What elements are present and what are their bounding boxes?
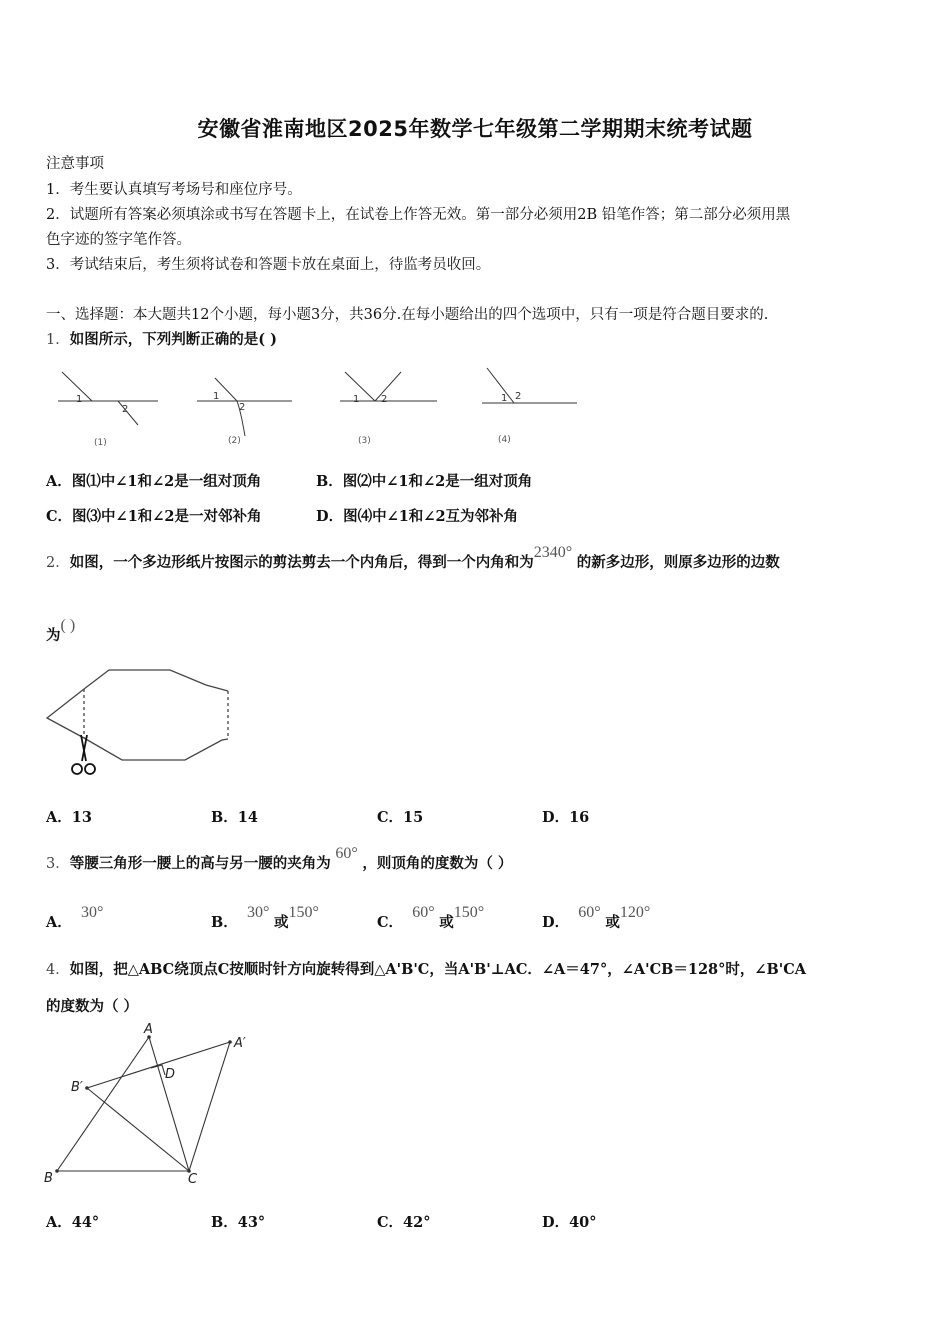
point-label: A [144,1022,153,1037]
notice-item: 3．考试结束后，考生须将试卷和答题卡放在桌面上，待监考员收回。 [46,257,491,273]
notice-item: 色字迹的签字笔作答。 [46,232,191,248]
math-value: 30° [246,904,270,921]
angle-label: 1 [213,391,220,402]
option: A．44° [46,1214,100,1231]
angle-label: 2 [515,391,522,402]
scissors-icon [72,735,95,774]
notice-heading: 注意事项 [46,156,104,172]
notice-item: 2．试题所有答案必须填涂或书写在答题卡上，在试卷上作答无效。第一部分必须用2B 铅笔作答；第二部分必须用黑 [46,207,791,223]
question-number: 2． [46,555,70,571]
angle-label: 2 [381,394,388,405]
math-value: 30° [80,904,104,921]
answer-paren: ( ) [60,617,76,634]
option: C．42° [377,1214,431,1231]
option-label: D． [542,914,570,931]
question-4-cont: 的度数为（ ） [46,998,139,1015]
option [542,904,651,932]
question-text: 如图，一个多边形纸片按图示的剪法剪去一个内角后，得到一个内角和为 [69,554,534,571]
math-value: 2340° [533,544,573,561]
page-title: 安徽省淮南地区2025年数学七年级第二学期期末统考试题 [197,117,753,141]
option: A．图⑴中∠1和∠2是一组对顶角 [46,473,262,490]
question-text: 为 [46,627,61,644]
notice-item: 1．考生要认真填写考场号和座位序号。 [46,182,302,198]
option-or: 或 [274,914,289,931]
q2-polygon-figure [40,665,240,780]
q1-figures [50,360,590,455]
option [377,904,485,932]
figure-label: (2) [228,436,241,446]
option-or: 或 [439,914,454,931]
option: A．13 [46,809,92,826]
q4-triangle-figure [40,1015,270,1190]
point-label: B [44,1171,53,1186]
question-text: ，则顶角的度数为（ ） [362,855,513,872]
option: B．14 [211,809,258,826]
question-text: 的新多边形，则原多边形的边数 [576,554,780,571]
point-label: A′ [234,1036,246,1051]
option-label: B． [211,914,238,931]
option: C．图⑶中∠1和∠2是一对邻补角 [46,508,262,525]
option: B．图⑵中∠1和∠2是一组对顶角 [316,473,533,490]
figure-label: (1) [94,438,107,448]
option-label: A． [46,914,72,931]
math-value: 120° [619,904,651,921]
math-value: 150° [453,904,485,921]
option: B．43° [211,1214,266,1231]
option: D．40° [542,1214,597,1231]
question-4 [46,958,806,979]
question-2-cont [46,617,76,645]
question-text: 如图，把△ABC绕顶点C按顺时针方向旋转得到△A'B'C，当A'B'⊥AC．∠A＝47°，∠A'CB＝128°时，∠B'CA [69,961,807,978]
question-2 [46,544,780,572]
question-number: 4． [46,962,70,978]
question-number: 3． [46,856,70,872]
option [211,904,319,932]
math-value: 150° [288,904,319,921]
question-text: 等腰三角形一腰上的高与另一腰的夹角为 [69,855,331,872]
angle-label: 1 [353,394,360,405]
option-label: C． [377,914,404,931]
section-heading: 一、选择题：本大题共12个小题，每小题3分，共36分.在每小题给出的四个选项中，只有一项是符合题目要求的. [46,307,769,323]
question-number: 1． [46,332,70,348]
figure-label: (4) [498,435,511,445]
angle-label: 1 [76,394,83,405]
angle-label: 2 [122,404,129,415]
math-value: 60° [412,904,435,921]
figure-label: (3) [358,436,371,446]
math-value: 60° [578,904,601,921]
math-value: 60° [335,845,358,862]
point-label: B′ [71,1080,83,1095]
question-3 [46,845,513,873]
option [46,904,104,932]
option: D．图⑷中∠1和∠2互为邻补角 [316,508,519,525]
angle-label: 2 [239,402,246,413]
option: C．15 [377,809,424,826]
question-text: 如图所示，下列判断正确的是( ) [69,331,278,348]
question-1 [46,328,277,349]
option: D．16 [542,809,590,826]
option-or: 或 [605,914,620,931]
angle-label: 1 [501,393,508,404]
point-label: C [188,1172,198,1187]
point-label: D [165,1067,176,1082]
